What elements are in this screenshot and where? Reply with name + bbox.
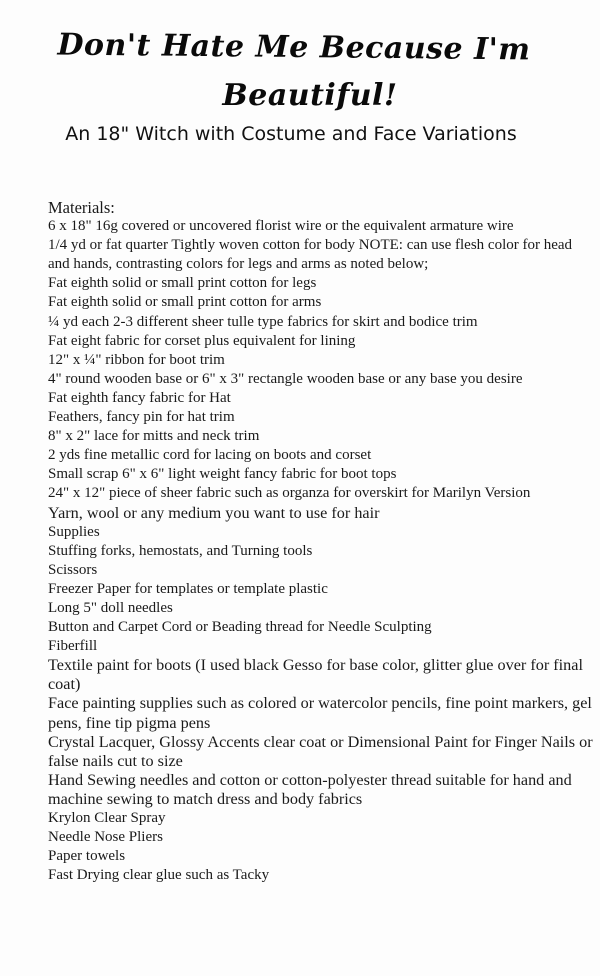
list-item: Yarn, wool or any medium you want to use for hair (48, 503, 380, 522)
title-line-2: Beautiful! (222, 78, 398, 113)
list-item: ¼ yd each 2-3 different sheer tulle type fabrics for skirt and bodice trim (48, 313, 478, 330)
list-item: Fat eighth solid or small print cotton for arms (48, 294, 322, 311)
list-item: Freezer Paper for templates or template plastic (48, 580, 328, 597)
title-line-1: Don't Hate Me Because I'm (57, 27, 531, 68)
list-item: Button and Carpet Cord or Beading thread for Needle Sculpting (48, 619, 432, 636)
list-item: Needle Nose Pliers (48, 829, 163, 846)
list-item: Feathers, fancy pin for hat trim (48, 409, 235, 426)
list-item: Crystal Lacquer, Glossy Accents clear coat or Dimensional Paint for Finger Nails or false nails cut to size (48, 732, 593, 770)
list-item: Fast Drying clear glue such as Tacky (48, 867, 270, 884)
list-item: Fiberfill (48, 638, 98, 655)
list-item: Small scrap 6" x 6" light weight fancy fabric for boot tops (48, 466, 397, 483)
list-item: Long 5" doll needles (48, 599, 173, 616)
subtitle: An 18" Witch with Costume and Face Variations (65, 123, 517, 145)
list-item: 24" x 12" piece of sheer fabric such as organza for overskirt for Marilyn Version (48, 485, 531, 502)
list-item: Scissors (48, 561, 98, 578)
list-item: 4" round wooden base or 6" x 3" rectangle wooden base or any base you desire (48, 370, 523, 387)
list-item: 1/4 yd or fat quarter Tightly woven cotton for body NOTE: can use flesh color for head and hands, contrasting colors for legs and arms as noted below; (48, 237, 573, 273)
list-item: 2 yds fine metallic cord for lacing on boots and corset (48, 447, 372, 464)
list-item: 8" x 2" lace for mitts and neck trim (48, 428, 260, 445)
list-item: Stuffing forks, hemostats, and Turning tools (48, 542, 313, 559)
list-item: Textile paint for boots (I used black Gesso for base color, glitter glue over for final coat) (48, 656, 583, 694)
list-item: Paper towels (48, 848, 126, 865)
list-item: Face painting supplies such as colored or watercolor pencils, fine point markers, gel pens, fine tip pigma pens (48, 694, 592, 732)
materials-section (48, 198, 593, 885)
list-item: Fat eight fabric for corset plus equivalent for lining (48, 332, 356, 349)
list-item: Fat eighth solid or small print cotton for legs (48, 275, 317, 292)
list-item: 12" x ¼" ribbon for boot trim (48, 351, 225, 368)
list-item: Fat eighth fancy fabric for Hat (48, 389, 231, 406)
materials-list (48, 217, 593, 885)
list-item: Hand Sewing needles and cotton or cotton-polyester thread suitable for hand and machine sewing to match dress and body fabrics (48, 770, 572, 808)
list-item: 6 x 18" 16g covered or uncovered florist wire or the equivalent armature wire (48, 218, 514, 235)
list-item: Krylon Clear Spray (48, 810, 166, 826)
list-item: Supplies (48, 523, 100, 540)
materials-heading: Materials: (48, 198, 115, 217)
